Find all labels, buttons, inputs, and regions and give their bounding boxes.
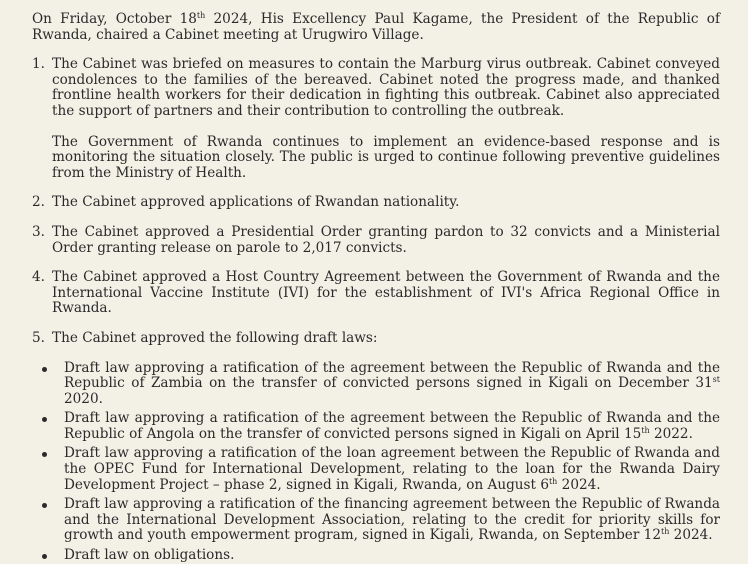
bullet-icon (32, 497, 64, 544)
list-item-superscript: th (548, 476, 558, 486)
list-item-superscript: th (641, 425, 650, 435)
item-subparagraph: The Government of Rwanda continues to implement an evidence-based response and is monitoring the situation closely. The public is urged to continue following preventive guidelines from the Ministry of Health. (52, 133, 720, 181)
intro-text-end: 2024, His Excellency Paul Kagame, the President of the Republic of Rwanda, chaired a Cabinet meeting at Urugwiro Village. (32, 11, 720, 43)
item-text: The Cabinet was briefed on measures to contain the Marburg virus outbreak. Cabinet conveyed condolences to the families of the bereaved. Cabinet noted the progress made, and thanked frontline health workers for their dedication in fighting this outbreak. Cabinet also appreciated the support of partners and their contribution to controlling the outbreak. (52, 56, 720, 119)
item-number: 1. (32, 56, 45, 73)
list-item-text-end: 2022. (649, 425, 693, 442)
bullet-icon (32, 446, 64, 493)
draft-laws-list (32, 361, 720, 564)
cabinet-item-3 (32, 225, 720, 256)
list-item (32, 446, 720, 493)
item-text: The Cabinet approved a Presidential Order granting pardon to 32 convicts and a Ministerial Order granting release on parole to 2,017 convicts. (52, 223, 720, 256)
intro-paragraph (32, 12, 720, 43)
item-number: 4. (32, 269, 45, 286)
list-item-text: Draft law approving a ratification of the agreement between the Republic of Rwanda and the Republic of Angola on the transfer of convicted persons signed in Kigali on April 15 (64, 410, 720, 442)
list-item-text-end: 2024. (557, 476, 601, 493)
list-item-superscript: st (712, 375, 720, 385)
list-item (32, 497, 720, 544)
item-number: 5. (32, 329, 45, 346)
item-text: The Cabinet approved applications of Rwandan nationality. (52, 194, 460, 211)
list-item-text: Draft law approving a ratification of the loan agreement between the Republic of Rwanda and the OPEC Fund for International Development, relating to the loan for the Rwanda Dairy Development Project – phase 2, signed in Kigali, Rwanda, on August 6 (64, 445, 720, 493)
list-item-text-end: 2020. (64, 390, 103, 407)
intro-superscript: th (196, 11, 206, 20)
list-item (32, 361, 720, 408)
bullet-icon (32, 411, 64, 442)
list-item (32, 411, 720, 442)
item-number: 3. (32, 223, 45, 240)
item-text: The Cabinet approved a Host Country Agreement between the Government of Rwanda and the International Vaccine Institute (IVI) for the establishment of IVI's Africa Regional Office in Rwanda. (52, 269, 720, 317)
cabinet-item-4 (32, 270, 720, 317)
list-item-superscript: th (660, 527, 670, 537)
list-item-text: Draft law approving a ratification of the financing agreement between the Republic of Rwanda and the International Development Association, relating to the credit for priority skills for growth and youth empowerment program, signed in Kigali, Rwanda, on September 12 (64, 496, 720, 544)
cabinet-item-1 (32, 57, 720, 181)
cabinet-item-5 (32, 331, 720, 347)
intro-text-start: On Friday, October 18 (32, 11, 197, 27)
bullet-icon (32, 548, 64, 564)
bullet-icon (32, 361, 64, 408)
list-item-text: Draft law approving a ratification of the agreement between the Republic of Rwanda and the Republic of Zambia on the transfer of convicted persons signed in Kigali on December 31 (64, 359, 720, 392)
cabinet-item-2 (32, 195, 720, 211)
list-item-text-end: 2024. (669, 527, 713, 544)
item-number: 2. (32, 194, 45, 211)
list-item (32, 548, 720, 564)
list-item-text: Draft law on obligations. (64, 547, 235, 564)
item-text: The Cabinet approved the following draft laws: (52, 329, 378, 346)
